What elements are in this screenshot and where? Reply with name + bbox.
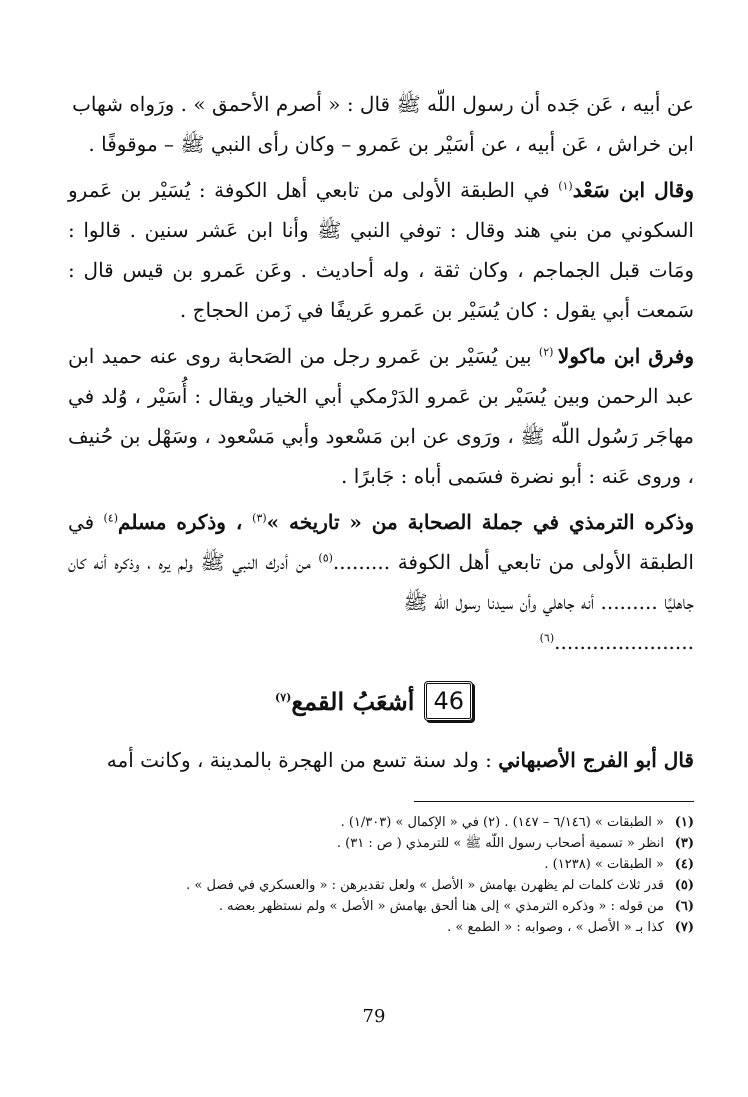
page-number: 79 [362,1006,386,1027]
footnote-ref-2: (٢) [538,345,558,359]
entry-number-box: 46 [424,681,473,721]
footnote-text: كذا بـ « الأصل » ، وصوابه : « الطمع » . [447,920,664,935]
footnote-number: (٤) [674,857,694,872]
footnote-ref-5: (٥) [318,551,333,565]
footnote-number: (٧) [674,920,694,935]
footnote-ref-3: (٣) [252,511,267,525]
paragraph-2-text: في الطبقة الأولى من تابعي أهل الكوفة : يُسَيْر بن عَمرو السكوني من بني هند وقال : توفي النبي ﷺ وأنا ابن عَشر سنين . قالوا : ومَات قبل الجماجم ، وكان ثقة ، وله أحاديث . وعَن عَمرو بن قيس قال : سَمعت أبي يقول : كان يُسَيْر بن عَمرو عَريفًا في زَمن الحجاج . [68,178,694,322]
paragraph-3 [68,336,694,496]
paragraph-3-lead: وفرق ابن ماكولا [557,344,694,368]
entry-first-line-text: : ولد سنة تسع من الهجرة بالمدينة ، وكانت أمه [106,748,499,772]
footnote-ref-1: (١) [558,179,573,193]
paragraph-2-lead: وقال ابن سَعْد [572,178,694,202]
main-text [68,84,694,668]
footnote-4 [68,854,694,875]
entry-first-line-lead: قال أبو الفرج الأصبهاني [498,748,694,772]
entry-first-line [68,740,694,780]
footnote-text: قدر ثلاث كلمات لم يظهرن بهامش « الأصل » ولعل تقديرهن : « والعسكري في فصل » . [186,878,664,893]
paragraph-4-tail [68,622,694,662]
footnotes [68,812,694,938]
paragraph-4 [68,502,694,662]
paragraph-4-lead: وذكره الترمذي في جملة الصحابة من « تاريخه » [266,510,695,534]
footnote-number: (٥) [674,878,694,893]
paragraph-1 [68,84,694,164]
footnote-3 [68,833,694,854]
paragraph-1-line-2: ابن خراش ، عَن أبيه ، عن أسَيْر بن عَمرو – وكان رأى النبي ﷺ – موقوفًا . [88,132,694,156]
footnote-text: من قوله : « وذكره الترمذي » إلى هنا ألحق بهامش « الأصل » ولم نستظهر بعضه . [218,899,664,914]
footnote-text: « الطبقات » (٦/١٤٦ – ١٤٧) . (٢) في « الإكمال » (١/٣٠٣) . [340,815,664,830]
entry-title [275,687,414,716]
footnote-text: انظر « تسمية أصحاب رسول اللّه ﷺ » للترمذي ( ص : ٣١) . [336,836,664,851]
entry-title-text: أشعَبُ القمع [291,686,415,716]
footnote-1 [68,812,694,833]
paragraph-2 [68,170,694,330]
footnote-6 [68,896,694,917]
footnote-ref-7: (٧) [275,690,292,704]
entry-heading [0,676,748,726]
paragraph-4-text-2: من أدرك النبي ﷺ ولم يره ، وذكره أنه كان جاهليًا ......... أنه جاهلي وأن سيدنا رسول اللّه ﷺ [68,550,694,614]
footnote-ref-4: (٤) [103,511,119,525]
footnote-divider [414,801,694,802]
footnote-7 [68,917,694,938]
footnote-number: (١) [674,815,694,830]
footnote-text: « الطبقات » (١٢٣٨) . [544,857,664,872]
footnote-number: (٦) [674,899,694,914]
paragraph-1-line-1: عن أبيه ، عَن جَده أن رسول اللّه ﷺ قال : « أصرم الأحمق » . ورَواه شهاب [72,92,694,116]
paragraph-3-text: بين يُسَيْر بن عَمرو رجل من الصَحابة روى عنه حميد ابن عبد الرحمن وبين يُسَيْر بن عَمرو الدَرْمكي أبي الخيار ويقال : أُسَيْر ، وُلد في مهاجَر رَسُول اللّه ﷺ ، ورَوى عن ابن مَسْعود وأبي مَسْعود ، وسَهْل بن حُنيف ، وروى عَنه : أبو نضرة فسَمى أباه : جَابرًا . [68,344,694,488]
footnote-number: (٣) [674,836,694,851]
paragraph-4-text: في الطبقة الأولى من تابعي أهل الكوفة ......... [68,510,694,574]
paragraph-4-dots: ...................... [554,630,694,654]
footnote-5 [68,875,694,896]
footnote-ref-6: (٦) [539,631,555,645]
paragraph-4-mid: ، وذكره مسلم [118,510,253,534]
